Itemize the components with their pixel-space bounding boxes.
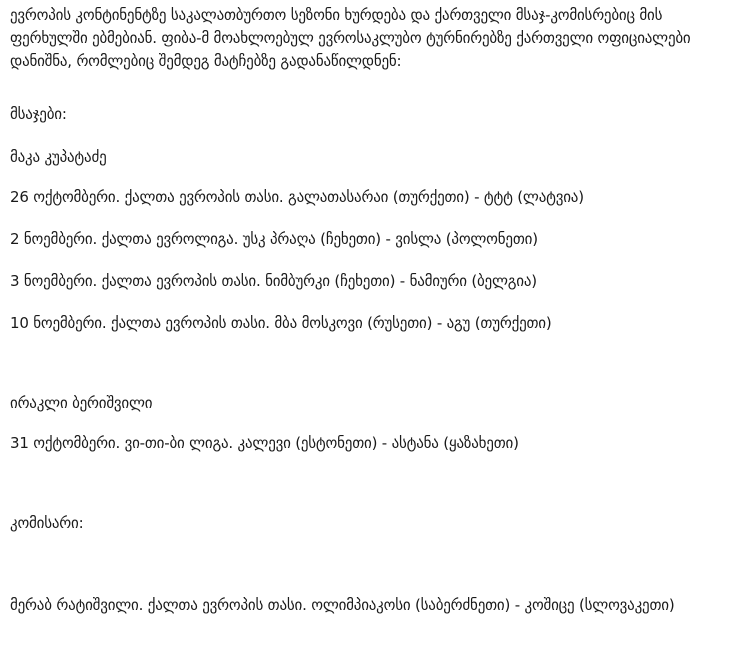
match-line: 3 ნოემბერი. ქალთა ევროპის თასი. ნიმბურკი (ჩეხეთი) - ნამიური (ბელგია) bbox=[10, 272, 537, 290]
referee-name-1: მაკა კუპატაძე bbox=[10, 148, 107, 166]
match-line: 2 ნოემბერი. ქალთა ევროლიგა. უსკ პრაღა (ჩეხეთი) - ვისლა (პოლონეთი) bbox=[10, 230, 538, 248]
referee-name-2: ირაკლი ბერიშვილი bbox=[10, 394, 153, 412]
commissioner-entry: მერაბ რატიშვილი. ქალთა ევროპის თასი. ოლიმპიაკოსი (საბერძნეთი) - კოშიცე (სლოვაკეთი) bbox=[10, 596, 675, 614]
match-line: 26 ოქტომბერი. ქალთა ევროპის თასი. გალათასარაი (თურქეთი) - ტტტ (ლატვია) bbox=[10, 188, 584, 206]
match-line: 10 ნოემბერი. ქალთა ევროპის თასი. მბა მოსკოვი (რუსეთი) - აგუ (თურქეთი) bbox=[10, 314, 552, 332]
commissioner-heading: კომისარი: bbox=[10, 514, 84, 532]
referees-heading: მსაჯები: bbox=[10, 105, 67, 123]
intro-paragraph: ევროპის კონტინენტზე საკალათბურთო სეზონი ხურდება და ქართველი მსაჯ-კომისრებიც მის ფერხულში ებმებიან. ფიბა-მ მოახლოებულ ევროსაკლუბო ტურნირებზე ქართველი ოფიციალები დანიშნა, რომლებიც შემდეგ მატჩებზე გადანაწილდნენ: bbox=[10, 6, 691, 70]
article-body bbox=[10, 0, 722, 614]
match-line: 31 ოქტომბერი. ვი-თი-ბი ლიგა. კალევი (ესტონეთი) - ასტანა (ყაზახეთი) bbox=[10, 434, 519, 452]
